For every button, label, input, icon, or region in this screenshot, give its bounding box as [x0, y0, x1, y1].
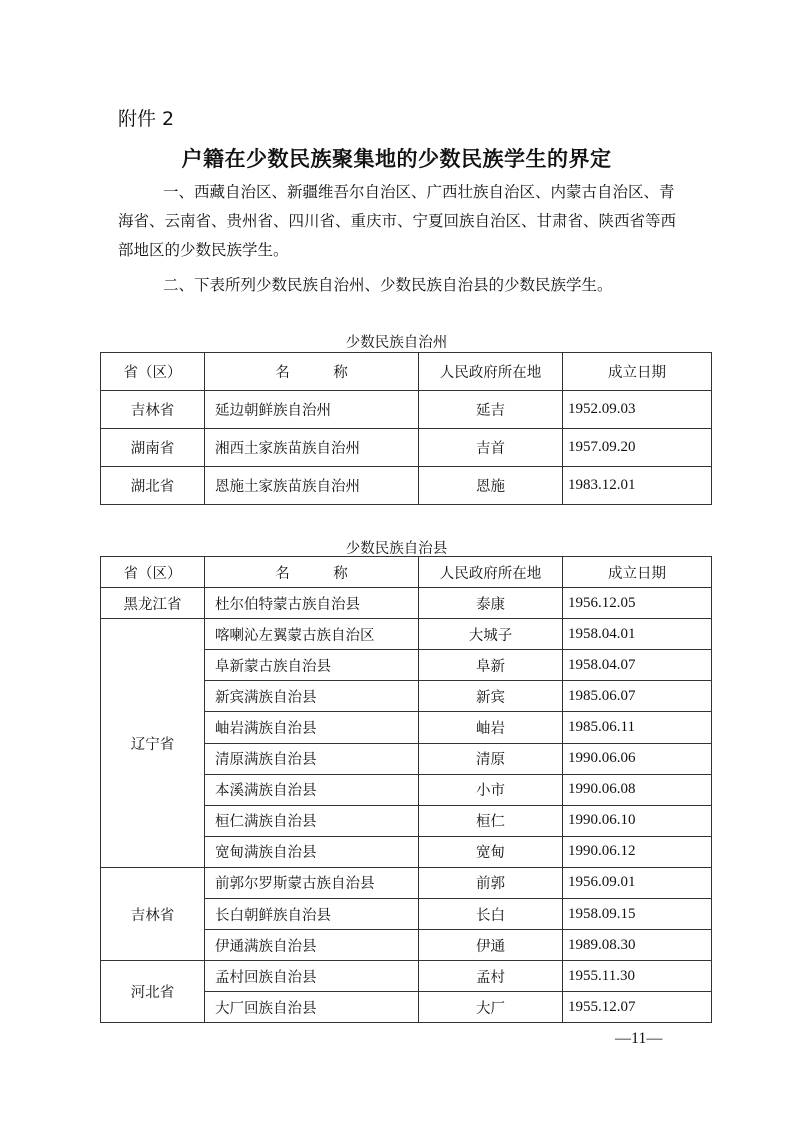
- cell-name: 清原满族自治县: [205, 743, 419, 774]
- table-header-row: [101, 353, 712, 391]
- cell-name: 湘西土家族苗族自治州: [205, 429, 419, 467]
- county-table: [100, 556, 712, 1023]
- cell-name: 延边朝鲜族自治州: [205, 391, 419, 429]
- cell-date: 1952.09.03: [563, 391, 712, 429]
- attachment-label: 附件 2: [118, 108, 175, 130]
- page-number: —11—: [615, 1030, 663, 1047]
- cell-date: 1958.09.15: [563, 899, 712, 930]
- cell-province: 黑龙江省: [101, 588, 205, 619]
- header-province: 省（区）: [101, 557, 205, 588]
- county-table-caption: 少数民族自治县: [345, 541, 448, 557]
- header-seat: 人民政府所在地: [419, 557, 563, 588]
- cell-date: 1990.06.06: [563, 743, 712, 774]
- table-header-row: [101, 557, 712, 588]
- cell-seat: 阜新: [419, 650, 563, 681]
- cell-seat: 前郭: [419, 867, 563, 898]
- cell-date: 1989.08.30: [563, 930, 712, 961]
- cell-name: 孟村回族自治县: [205, 961, 419, 992]
- cell-seat: 清原: [419, 743, 563, 774]
- cell-date: 1956.09.01: [563, 867, 712, 898]
- cell-name: 阜新蒙古族自治县: [205, 650, 419, 681]
- cell-name: 伊通满族自治县: [205, 930, 419, 961]
- header-date: 成立日期: [563, 557, 712, 588]
- cell-date: 1956.12.05: [563, 588, 712, 619]
- cell-province: 吉林省: [101, 391, 205, 429]
- cell-name: 前郭尔罗斯蒙古族自治县: [205, 867, 419, 898]
- table-row: [101, 429, 712, 467]
- document-title: 户籍在少数民族聚集地的少数民族学生的界定: [181, 147, 612, 171]
- table-row: [101, 467, 712, 505]
- cell-seat: 新宾: [419, 681, 563, 712]
- cell-date: 1955.11.30: [563, 961, 712, 992]
- cell-date: 1985.06.11: [563, 712, 712, 743]
- cell-name: 本溪满族自治县: [205, 774, 419, 805]
- cell-date: 1990.06.08: [563, 774, 712, 805]
- cell-name: 杜尔伯特蒙古族自治县: [205, 588, 419, 619]
- cell-seat: 长白: [419, 899, 563, 930]
- table-row: [101, 619, 712, 650]
- header-province: 省（区）: [101, 353, 205, 391]
- cell-name: 恩施土家族苗族自治州: [205, 467, 419, 505]
- cell-province: 吉林省: [101, 867, 205, 960]
- table-row: [101, 391, 712, 429]
- cell-name: 大厂回族自治县: [205, 992, 419, 1023]
- cell-date: 1955.12.07: [563, 992, 712, 1023]
- cell-date: 1985.06.07: [563, 681, 712, 712]
- cell-date: 1958.04.01: [563, 619, 712, 650]
- cell-province: 辽宁省: [101, 619, 205, 868]
- cell-date: 1957.09.20: [563, 429, 712, 467]
- cell-date: 1983.12.01: [563, 467, 712, 505]
- cell-province: 河北省: [101, 961, 205, 1023]
- paragraph-two: 二、下表所列少数民族自治州、少数民族自治县的少数民族学生。: [163, 276, 613, 294]
- prefecture-table: [100, 352, 712, 505]
- cell-name: 新宾满族自治县: [205, 681, 419, 712]
- cell-seat: 伊通: [419, 930, 563, 961]
- table-row: [101, 961, 712, 992]
- cell-seat: 泰康: [419, 588, 563, 619]
- cell-seat: 孟村: [419, 961, 563, 992]
- cell-name: 岫岩满族自治县: [205, 712, 419, 743]
- header-date: 成立日期: [563, 353, 712, 391]
- cell-seat: 吉首: [419, 429, 563, 467]
- paragraph-one: 一、西藏自治区、新疆维吾尔自治区、广西壮族自治区、内蒙古自治区、青海省、云南省、贵州省、四川省、重庆市、宁夏回族自治区、甘肃省、陕西省等西部地区的少数民族学生。: [118, 183, 677, 259]
- cell-seat: 岫岩: [419, 712, 563, 743]
- cell-date: 1958.04.07: [563, 650, 712, 681]
- cell-name: 宽甸满族自治县: [205, 836, 419, 867]
- cell-name: 桓仁满族自治县: [205, 805, 419, 836]
- cell-seat: 大城子: [419, 619, 563, 650]
- header-seat: 人民政府所在地: [419, 353, 563, 391]
- prefecture-table-caption: 少数民族自治州: [345, 335, 448, 351]
- cell-date: 1990.06.10: [563, 805, 712, 836]
- cell-seat: 恩施: [419, 467, 563, 505]
- table-row: [101, 588, 712, 619]
- cell-name: 长白朝鲜族自治县: [205, 899, 419, 930]
- cell-seat: 延吉: [419, 391, 563, 429]
- cell-date: 1990.06.12: [563, 836, 712, 867]
- cell-seat: 桓仁: [419, 805, 563, 836]
- header-name: 名 称: [205, 557, 419, 588]
- cell-province: 湖北省: [101, 467, 205, 505]
- header-name: 名 称: [205, 353, 419, 391]
- cell-name: 喀喇沁左翼蒙古族自治区: [205, 619, 419, 650]
- cell-seat: 宽甸: [419, 836, 563, 867]
- cell-province: 湖南省: [101, 429, 205, 467]
- cell-seat: 大厂: [419, 992, 563, 1023]
- cell-seat: 小市: [419, 774, 563, 805]
- table-row: [101, 867, 712, 898]
